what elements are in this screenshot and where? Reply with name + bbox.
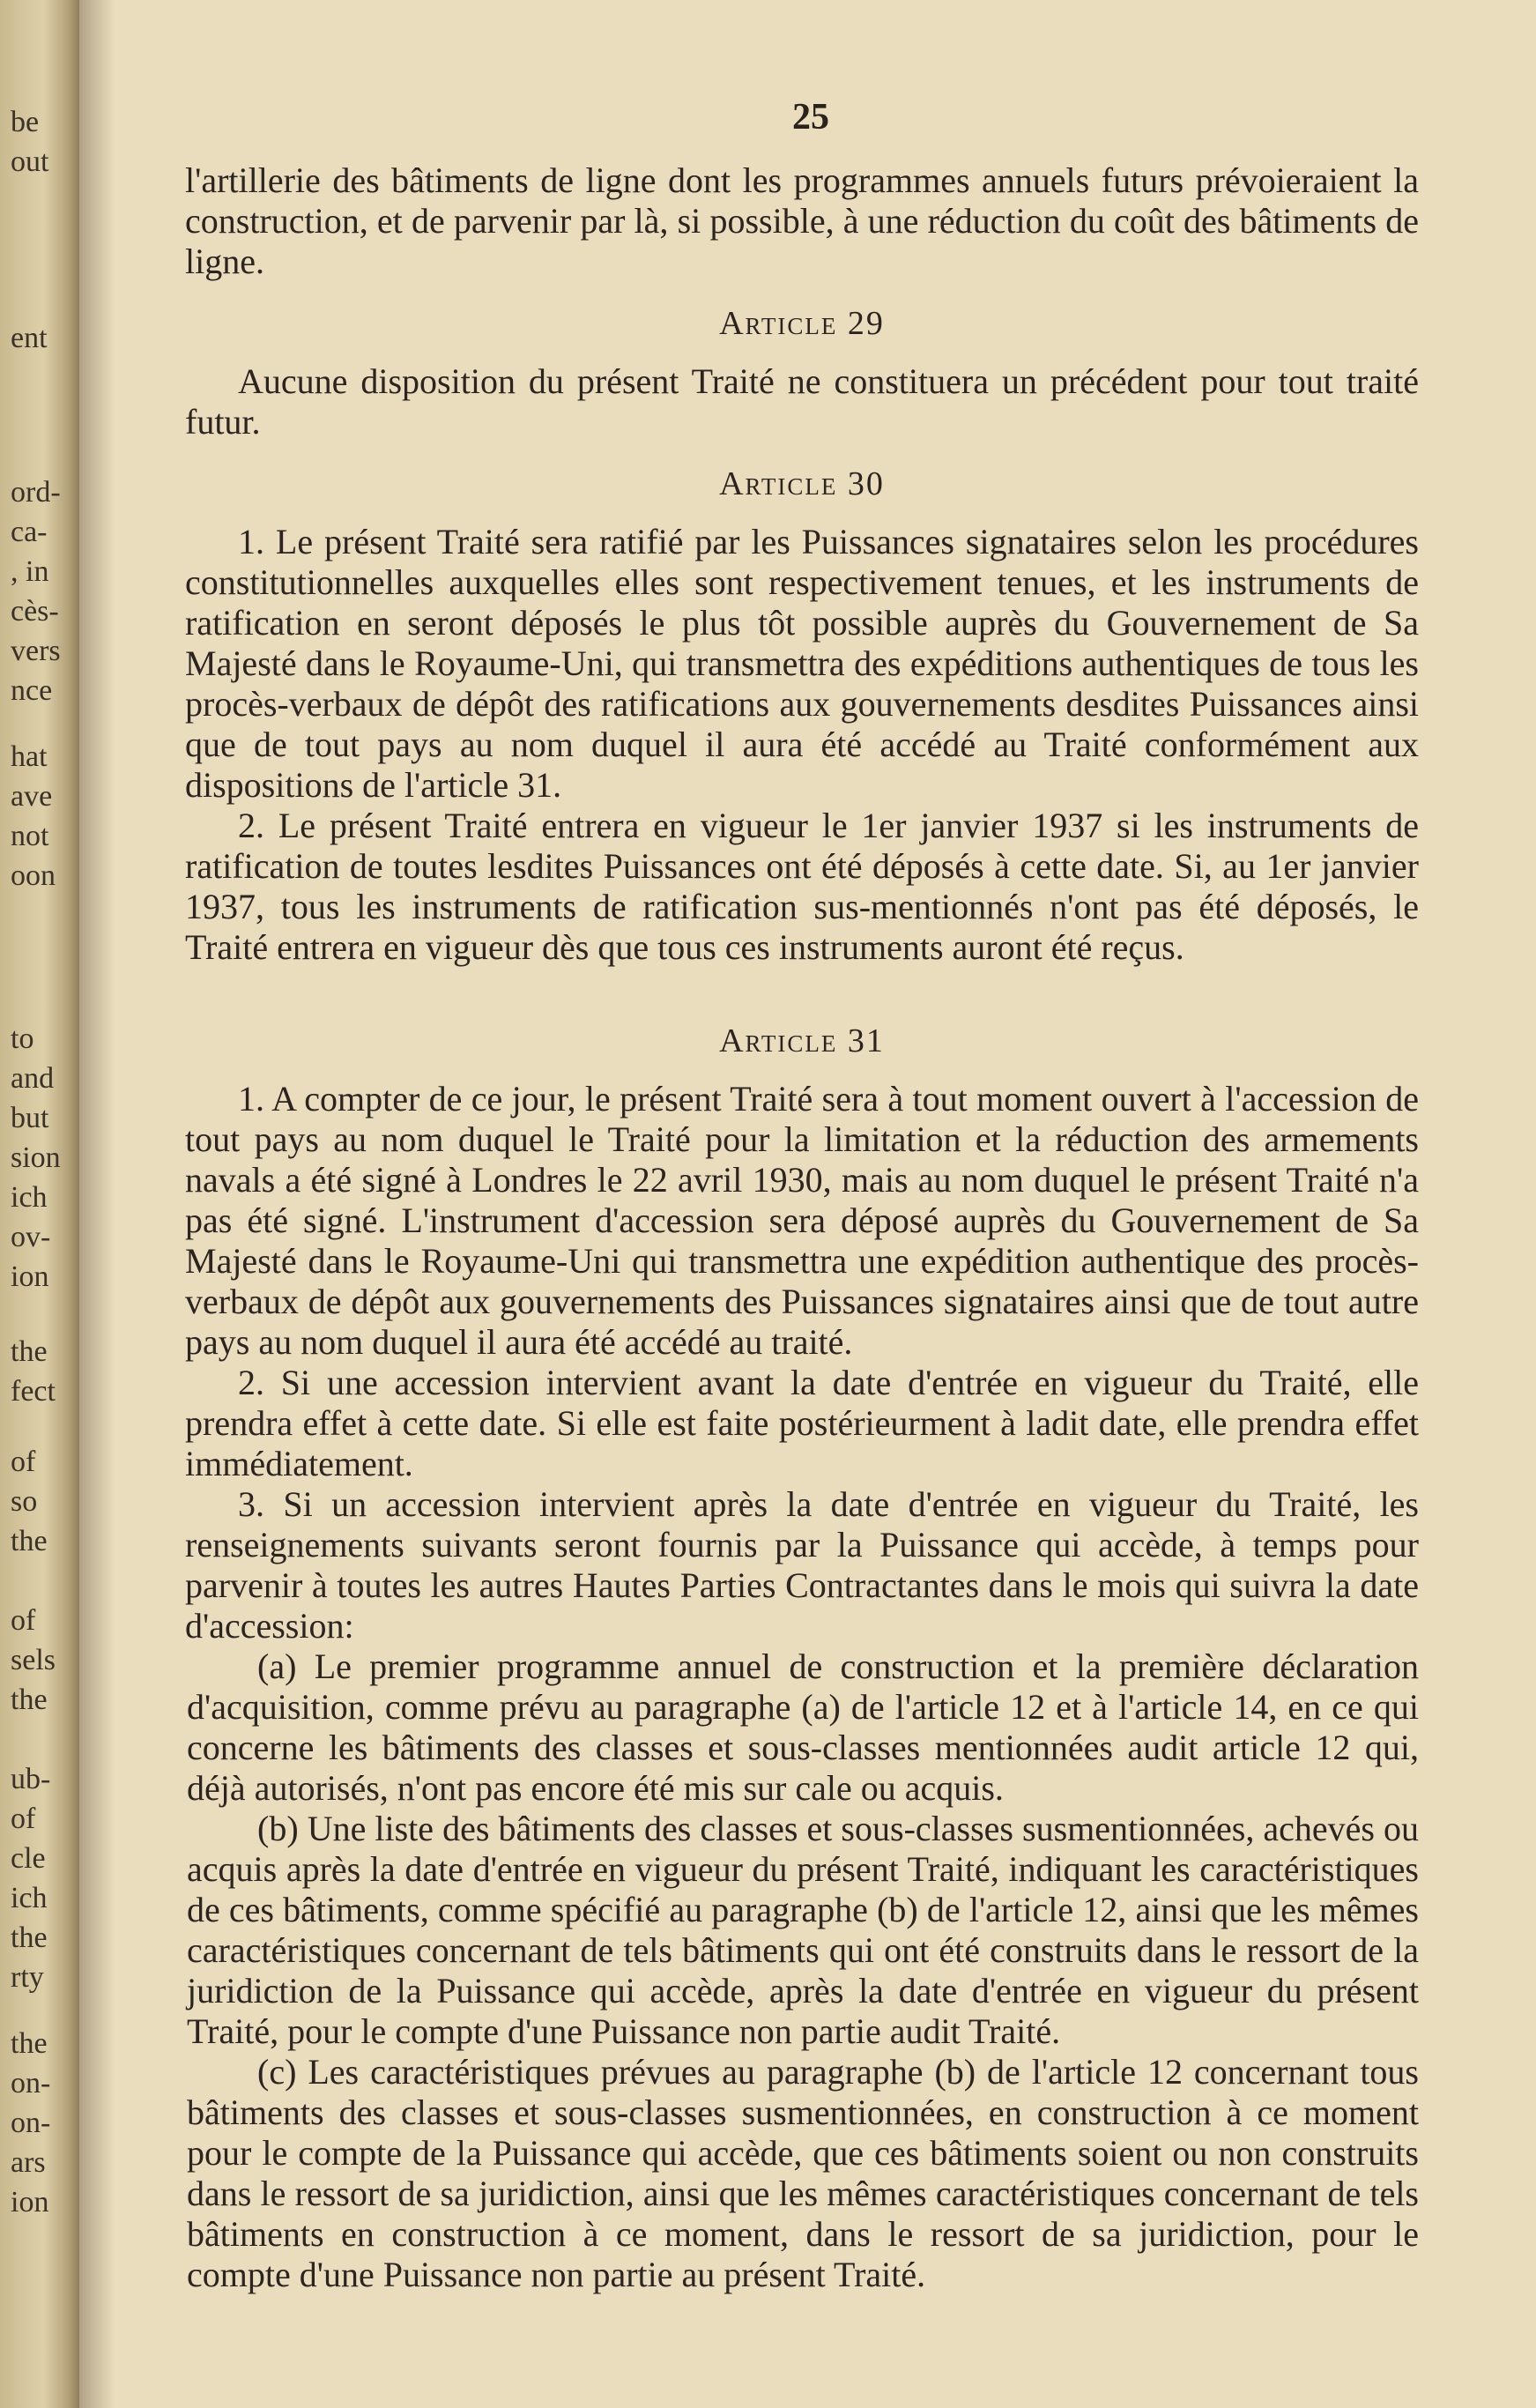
article-31-item-b: (b) Une liste des bâtiments des classes et sous-classes susmentionnées, achevés ou acquis après la date d'entrée en vigueur du présent Traité, indiquant les caractéristiques de ces bâtiments, comme spécifié au paragraphe (b) de l'article 12, ainsi que les mêmes caractéristiques concernant de tels bâtiments qui ont été construits dans le ressort de la juridiction de la Puissance qui accède, après la date d'entrée en vigueur du présent Traité, pour le compte d'une Puissance non partie audit Traité. xyxy=(187,1809,1419,2051)
margin-fragment: ent xyxy=(11,322,48,354)
document-page xyxy=(185,97,1419,2295)
spacer xyxy=(185,968,1419,1000)
margin-fragment: the xyxy=(11,1525,48,1557)
article-29-text: Aucune disposition du présent Traité ne constituera un précédent pour tout traité futur. xyxy=(185,361,1419,442)
margin-fragment: ave xyxy=(11,780,53,813)
margin-fragment: ion xyxy=(11,1260,49,1293)
margin-fragment: the xyxy=(11,1921,48,1954)
article-31-heading: Article 31 xyxy=(719,1022,885,1059)
margin-fragment: on- xyxy=(11,2107,51,2139)
margin-fragment: ars xyxy=(11,2146,46,2179)
margin-fragment: not xyxy=(11,820,49,852)
margin-fragment: vers xyxy=(11,635,61,667)
margin-fragment: ub- xyxy=(11,1763,51,1795)
article-31-paragraph-3: 3. Si un accession intervient après la date d'entrée en vigueur du Traité, les renseignements suivants seront fournis par la Puissance qui accède, à temps pour parvenir à toutes les autres Hautes Parties Contractantes dans le mois qui suivra la date d'accession: xyxy=(185,1484,1419,1646)
margin-fragment: sels xyxy=(11,1644,56,1676)
article-30-heading: Article 30 xyxy=(719,465,885,502)
page-number: 25 xyxy=(792,97,829,137)
margin-fragment: oon xyxy=(11,859,56,892)
margin-fragment: ord- xyxy=(11,476,61,509)
gutter-shadow xyxy=(79,0,115,2408)
margin-fragment: of xyxy=(11,1802,36,1835)
margin-fragment: so xyxy=(11,1485,38,1518)
margin-fragment: to xyxy=(11,1022,34,1055)
margin-fragment: ich xyxy=(11,1181,48,1214)
margin-fragment: rty xyxy=(11,1961,44,1994)
margin-fragment: the xyxy=(11,1335,48,1368)
facing-page-fragments xyxy=(4,0,74,2408)
margin-fragment: be xyxy=(11,106,40,138)
intro-paragraph: l'artillerie des bâtiments de ligne dont les programmes annuels futurs prévoieraient la construction, et de parvenir par là, si possible, à une réduction du coût des bâtiments de ligne. xyxy=(185,160,1419,281)
margin-fragment: out xyxy=(11,145,49,178)
article-31-item-a: (a) Le premier programme annuel de construction et la première déclaration d'acquisition, comme prévu au paragraphe (a) de l'article 12 et à l'article 14, en ce qui concerne les bâtiments des classes et sous-classes mentionnées audit article 12 qui, déjà autorisés, n'ont pas encore été mis sur cale ou acquis. xyxy=(187,1646,1419,1808)
margin-fragment: , in xyxy=(11,555,49,588)
margin-fragment: ich xyxy=(11,1882,48,1914)
margin-fragment: of xyxy=(11,1446,36,1478)
margin-fragment: the xyxy=(11,2027,48,2060)
article-31-item-c: (c) Les caractéristiques prévues au paragraphe (b) de l'article 12 concernant tous bâtiments des classes et sous-classes susmentionnées, en construction à ce moment pour le compte de la Puissance qui accède, que ces bâtiments soient ou non construits dans le ressort de sa juridiction, ainsi que les mêmes caractéristiques concernant de tels bâtiments en construction à ce moment, dans le ressort de sa juridiction, pour le compte d'une Puissance non partie au présent Traité. xyxy=(187,2052,1419,2294)
margin-fragment: ca- xyxy=(11,516,48,548)
margin-fragment: on- xyxy=(11,2067,51,2100)
margin-fragment: fect xyxy=(11,1375,56,1408)
margin-fragment: hat xyxy=(11,740,48,773)
margin-fragment: ion xyxy=(11,2186,49,2218)
margin-fragment: cle xyxy=(11,1842,46,1875)
article-31-paragraph-1: 1. A compter de ce jour, le présent Traité sera à tout moment ouvert à l'accession de tout pays au nom duquel le Traité pour la limitation et la réduction des armements navals a été signé à Londres le 22 avril 1930, mais au nom duquel le présent Traité n'a pas été signé. L'instrument d'accession sera déposé auprès du Gouvernement de Sa Majesté dans le Royaume-Uni qui transmettra une expédition authentique des procès-verbaux de dépôt aux gouvernements des Puissances signataires ainsi que de tout autre pays au nom duquel il aura été accédé au traité. xyxy=(185,1079,1419,1362)
margin-fragment: and xyxy=(11,1062,55,1095)
article-31-paragraph-2: 2. Si une accession intervient avant la date d'entrée en vigueur du Traité, elle prendra effet à cette date. Si elle est faite postérieurment à ladit date, elle prendra effet immédiatement. xyxy=(185,1363,1419,1483)
margin-fragment: of xyxy=(11,1604,36,1637)
article-30-paragraph-1: 1. Le présent Traité sera ratifié par les Puissances signataires selon les procédures constitutionnelles auxquelles elles sont respectivement tenues, et les instruments de ratification en seront déposés le plus tôt possible auprès du Gouvernement de Sa Majesté dans le Royaume-Uni, qui transmettra des expéditions authentiques de tous les procès-verbaux de dépôt des ratifications aux gouvernements desdites Puissances ainsi que de tout pays au nom duquel il aura été accédé au Traité conformément aux dispositions de l'article 31. xyxy=(185,522,1419,805)
margin-fragment: cès- xyxy=(11,595,59,628)
margin-fragment: ov- xyxy=(11,1221,51,1253)
margin-fragment: the xyxy=(11,1683,48,1716)
margin-fragment: sion xyxy=(11,1141,61,1174)
margin-fragment: but xyxy=(11,1102,49,1134)
article-29-heading: Article 29 xyxy=(719,305,885,342)
article-30-paragraph-2: 2. Le présent Traité entrera en vigueur le 1er janvier 1937 si les instruments de ratification de toutes lesdites Puissances ont été déposés à cette date. Si, au 1er janvier 1937, tous les instruments de ratification sus-mentionnés n'ont pas été déposés, le Traité entrera en vigueur dès que tous ces instruments auront été reçus. xyxy=(185,806,1419,967)
margin-fragment: nce xyxy=(11,674,53,707)
